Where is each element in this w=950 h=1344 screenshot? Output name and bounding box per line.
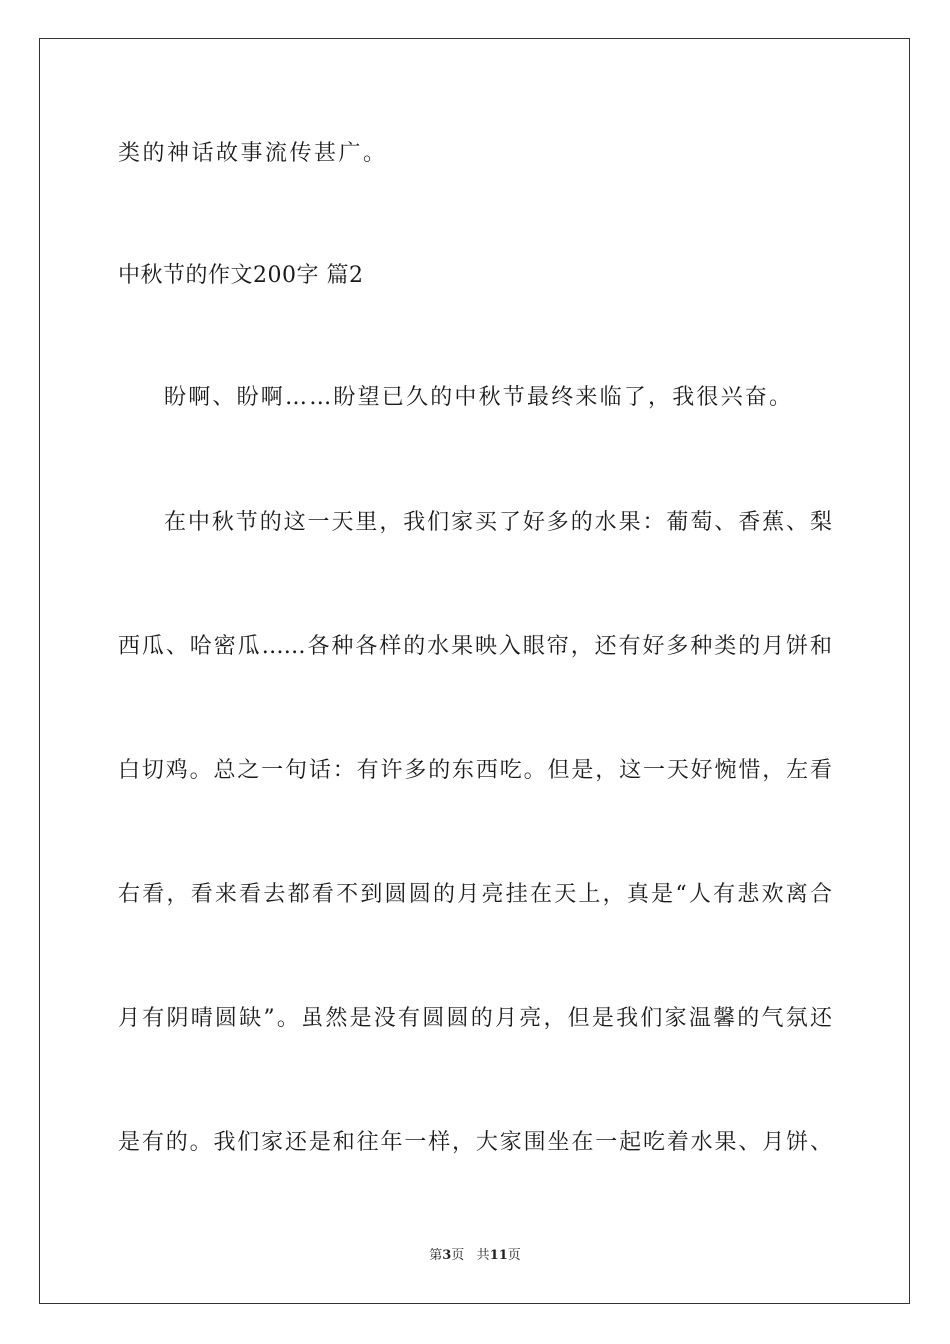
- paragraph-2-line-5: 月有阴晴圆缺”。虽然是没有圆圆的月亮，但是我们家温馨的气氛还: [118, 1006, 832, 1031]
- paragraph-2-line-2: 西瓜、哈密瓜……各种各样的水果映入眼帘，还有好多种类的月饼和: [118, 634, 832, 659]
- section-heading: 中秋节的作文200字 篇2: [118, 263, 364, 288]
- paragraph-2-line-6: 是有的。我们家还是和往年一样，大家围坐在一起吃着水果、月饼、: [118, 1130, 832, 1155]
- paragraph-2-line-3: 白切鸡。总之一句话：有许多的东西吃。但是，这一天好惋惜，左看: [118, 758, 832, 783]
- paragraph-2-line-1: 在中秋节的这一天里，我们家买了好多的水果：葡萄、香蕉、梨: [164, 510, 832, 535]
- total-prefix: 共: [476, 1248, 490, 1263]
- page-unit: 页: [451, 1248, 465, 1263]
- page-border: [39, 38, 910, 1304]
- page-prefix: 第: [429, 1248, 443, 1263]
- page-total: 11: [489, 1248, 508, 1263]
- page-footer: [0, 1247, 950, 1265]
- text-line-1: 类的神话故事流传甚广。: [118, 141, 388, 166]
- paragraph-2-line-4: 右看，看来看去都看不到圆圆的月亮挂在天上，真是“人有悲欢离合: [118, 882, 832, 907]
- paragraph-1-line-1: 盼啊、盼啊……盼望已久的中秋节最终来临了，我很兴奋。: [164, 385, 794, 410]
- page-current: 3: [442, 1248, 452, 1263]
- total-unit: 页: [507, 1248, 521, 1263]
